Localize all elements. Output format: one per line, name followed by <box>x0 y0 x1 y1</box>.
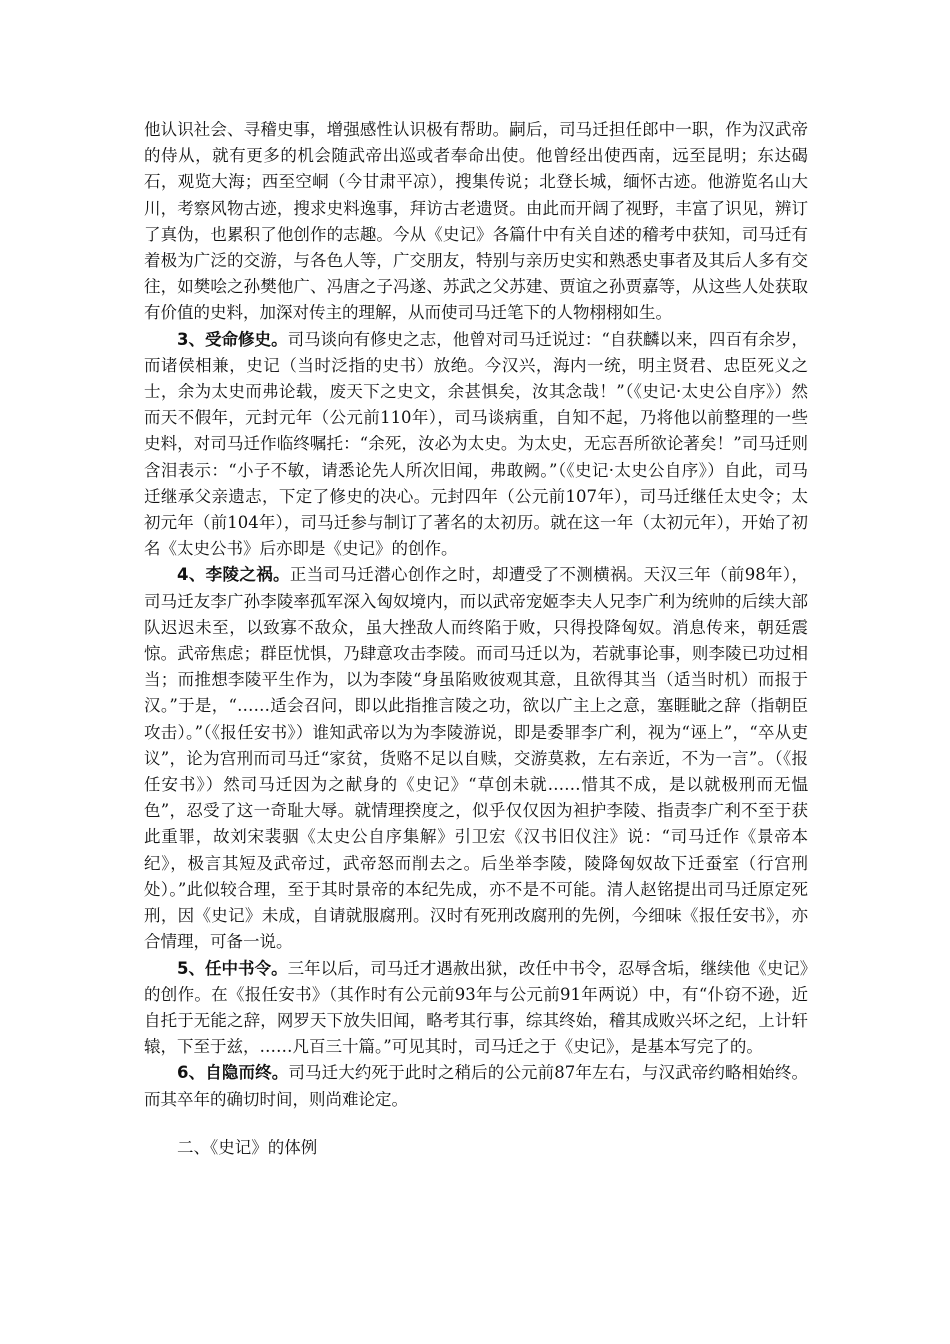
paragraph-lead-final-years: 6、自隐而终。 <box>177 1063 289 1083</box>
paragraph-body-li-ling-disaster: 正当司马迁潜心创作之时，却遭受了不测横祸。天汉三年（前98年），司马迁友李广孙李陵率孤军深入匈奴境内，而以武帝宠姬李夫人兄李广利为统帅的后续大部队迟迟未至，以致寡不敌众，虽大挫敌人而终陷于败，只得投降匈奴。消息传来，朝廷震惊。武帝焦虑；群臣忧惧，乃肆意攻击李陵。而司马迁以为，若就事论事，则李陵已功过相当；而推想李陵平生作为，以为李陵“身虽陷败彼观其意，且欲得其当（适当时机）而报于汉。”于是，“……适会召问，即以此指推言陵之功，欲以广主上之意，塞睚眦之辞（指朝臣攻击）。”（《报任安书》）谁知武帝以为为李陵游说，即是委罪李广利，视为“诬上”，“卒从吏议”，论为宫刑而司马迁“家贫，货赂不足以自赎，交游莫救，左右亲近，不为一言”。（《报任安书》）然司马迁因为之献身的《史记》“草创未就……惜其不成，是以就极刑而无愠色”，忍受了这一奇耻大辱。就情理揆度之，似乎仅仅因为袒护李陵、指责李广利不至于获此重罪，故刘宋裴骃《太史公自序集解》引卫宏《汉书旧仪注》说：“司马迁作《景帝本纪》，极言其短及武帝过，武帝怒而削去之。后坐举李陵，陵降匈奴故下迁蚕室（行宫刑处）。”此似较合理，至于其时景帝的本纪先成，亦不是不可能。清人赵铭提出司马迁原定死刑，因《史记》未成，自请就服腐刑。汉时有死刑改腐刑的先例，今细味《报任安书》，亦合情理，可备一说。 <box>144 565 809 952</box>
paragraph-commissioned-history <box>144 327 808 563</box>
paragraph-body-commissioned-history: 司马谈向有修史之志，他曾对司马迁说过：“自获麟以来，四百有余岁，而诸侯相兼，史记（当时泛指的史书）放绝。今汉兴，海内一统，明主贤君、忠臣死义之士，余为太史而弗论载，废天下之史文，余甚惧矣，汝其念哉！”（《史记·太史公自序》）然而天不假年，元封元年（公元前110年），司马谈病重，自知不起，乃将他以前整理的一些史料，对司马迁作临终嘱托：“余死，汝必为太史。为太史，无忘吾所欲论著矣！”司马迁则含泪表示：“小子不敏，请悉论先人所次旧闻，弗敢阙。”（《史记·太史公自序》）自此，司马迁继承父亲遗志，下定了修史的决心。元封四年（公元前107年），司马迁继任太史令；太初元年（前104年），司马迁参与制订了著名的太初历。就在这一年（太初元年），开始了初名《太史公书》后亦即是《史记》的创作。 <box>144 329 809 559</box>
paragraph-lead-zhongshu-ling: 5、任中书令。 <box>177 958 288 978</box>
document-page <box>144 117 808 1161</box>
paragraph-li-ling-disaster <box>144 562 808 955</box>
paragraph-body-final-years: 司马迁大约死于此时之稍后的公元前87年左右，与汉武帝约略相始终。而其卒年的确切时间，则尚难论定。 <box>144 1063 809 1109</box>
paragraph-final-years <box>144 1060 808 1112</box>
paragraph-lead-li-ling-disaster: 4、李陵之祸。 <box>177 565 290 585</box>
paragraph-lead-commissioned-history: 3、受命修史。 <box>177 329 288 349</box>
paragraph-travels: 他认识社会、寻稽史事，增强感性认识极有帮助。嗣后，司马迁担任郎中一职，作为汉武帝的侍从，就有更多的机会随武帝出巡或者奉命出使。他曾经出使西南，远至昆明；东达碣石，观览大海；西至空峒（今甘肃平凉），搜集传说；北登长城，缅怀古迹。他游览名山大川，考察风物古迹，搜求史料逸事，拜访古老遗贤。由此而开阔了视野，丰富了识见，辨订了真伪，也累积了他创作的志趣。今从《史记》各篇什中有关自述的稽考中获知，司马迁有着极为广泛的交游，与各色人等，广交朋友，特别与亲历史实和熟悉史事者及其后人多有交往，如樊哙之孙樊他广、冯唐之子冯遂、苏武之父苏建、贾谊之孙贾嘉等，从这些人处获取有价值的史料，加深对传主的理解，从而使司马迁笔下的人物栩栩如生。 <box>144 120 808 323</box>
paragraph-zhongshu-ling <box>144 956 808 1061</box>
section-heading: 二、《史记》的体例 <box>177 1137 318 1157</box>
paragraph-body-zhongshu-ling: 三年以后，司马迁才遇赦出狱，改任中书令，忍辱含垢，继续他《史记》的创作。在《报任安书》（其作时有公元前93年与公元前91年两说）中，有“仆窃不逊，近自托于无能之辞，网罗天下放失旧闻，略考其行事，综其终始，稽其成败兴坏之纪，上计轩辕，下至于兹，……凡百三十篇。”可见其时，司马迁之于《史记》，是基本写完了的。 <box>144 958 808 1057</box>
